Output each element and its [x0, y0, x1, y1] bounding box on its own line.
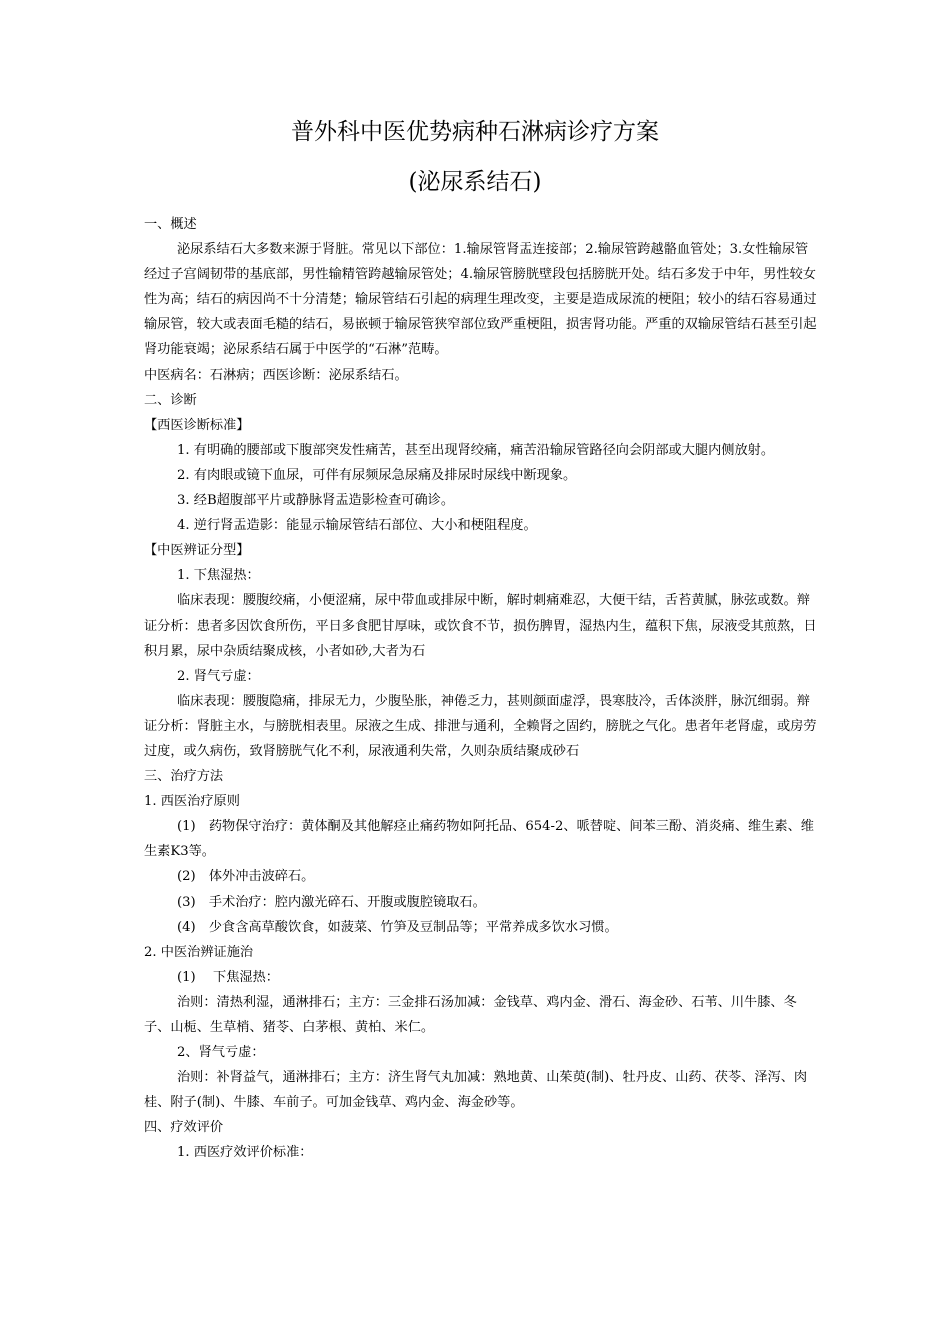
paragraph: 一、概述: [144, 217, 197, 232]
paragraph: 中医病名：石淋病；西医诊断：泌尿系结石。: [144, 367, 408, 383]
paragraph: 治则：清热利湿，通淋排石；主方：三金排石汤加减：金钱草、鸡内金、滑石、海金砂、石苇、川牛膝、冬 子、山栀、生草梢、猪苓、白茅根、黄柏、米仁。: [144, 994, 797, 1035]
paragraph: 临床表现：腰腹隐痛，排尿无力，少腹坠胀，神倦乏力，甚则颜面虚浮，畏寒肢冷，舌体淡胖，脉沉细弱。辩证分析：肾脏主水，与膀胱相表里。尿液之生成、排泄与通利，全赖肾之固约，膀胱之气化。患者年老肾虚，或房劳过度，或久病伤，致肾膀胱气化不利，尿液通利失常，久则杂质结聚成砂石: [144, 693, 817, 759]
paragraph: (4) 少食含高草酸饮食，如菠菜、竹笋及豆制品等；平常养成多饮水习惯。: [177, 919, 618, 935]
paragraph: (1) 下焦湿热：: [177, 969, 279, 985]
paragraph: 四、疗效评价: [144, 1120, 224, 1136]
paragraph: 4. 逆行肾盂造影：能显示输尿管结石部位、大小和梗阻程度。: [177, 518, 537, 534]
paragraph: 2、肾气亏虚：: [177, 1045, 265, 1061]
paragraph: 1. 有明确的腰部或下腹部突发性痛苦，甚至出现肾绞痛，痛苦沿输尿管路径向会阴部或大腿内侧放射。: [177, 442, 775, 458]
paragraph: (2) 体外冲击波碎石。: [177, 869, 315, 885]
paragraph: 2. 有肉眼或镜下血尿，可伴有尿频尿急尿痛及排尿时尿线中断现象。: [177, 467, 577, 483]
paragraph: 2. 肾气亏虚：: [177, 668, 260, 684]
document-title: 普外科中医优势病种石淋病诊疗方案: [291, 119, 659, 145]
paragraph: 泌尿系结石大多数来源于肾脏。常见以下部位：1.输尿管肾盂连接部；2.输尿管跨越骼血管处；3.女性输尿管经过子宫阔韧带的基底部，男性输精管跨越输尿管处；4.输尿管膀胱壁段包括膀胱开处。结石多发于中年，男性较女性为高；结石的病因尚不十分清楚；输尿管结石引起的病理生理改变，主要是造成尿流的梗阻；较小的结石容易通过输尿管，较大或表面毛糙的结石，易嵌顿于输尿管狭窄部位致严重梗阻，损害肾功能。严重的双输尿管结石甚至引起肾功能衰竭；泌尿系结石属于中医学的“石淋”范畴。: [144, 242, 817, 358]
paragraph: 1. 下焦湿热：: [177, 568, 260, 584]
paragraph: 三、治疗方法: [144, 769, 224, 785]
paragraph: 【中医辨证分型】: [144, 543, 250, 559]
document-subtitle: (泌尿系结石): [408, 169, 542, 195]
paragraph: 2. 中医治辨证施治: [144, 944, 254, 960]
paragraph: 3. 经B超腹部平片或静脉肾盂造影检查可确诊。: [177, 493, 455, 509]
paragraph: (1) 药物保守治疗：黄体酮及其他解痉止痛药物如阿托品、654-2、哌替啶、间苯三酚、消炎痛、维生素、维生素K3等。: [144, 819, 814, 860]
paragraph: 1. 西医疗效评价标准：: [177, 1145, 313, 1161]
paragraph: 1. 西医治疗原则: [144, 794, 240, 810]
paragraph: 二、诊断: [144, 392, 197, 408]
paragraph: 治则：补肾益气，通淋排石；主方：济生肾气丸加减：熟地黄、山茱萸(制)、牡丹皮、山药、茯苓、泽泻、肉桂、附子(制)、牛膝、车前子。可加金钱草、鸡内金、海金砂等。: [144, 1070, 808, 1111]
document-body: [144, 212, 820, 1166]
paragraph: 临床表现：腰腹绞痛，小便涩痛，尿中带血或排尿中断，解时刺痛难忍，大便干结，舌苔黄腻，脉弦或数。辩证分析：患者多因饮食所伤，平日多食肥甘厚味，或饮食不节，损伤脾胃，湿热内生，蕴积下焦，尿液受其煎熬，日积月累，尿中杂质结聚成核，小者如砂,大者为石: [144, 593, 817, 659]
paragraph: (3) 手术治疗：腔内激光碎石、开腹或腹腔镜取石。: [177, 894, 486, 910]
paragraph: 【西医诊断标准】: [144, 417, 250, 433]
